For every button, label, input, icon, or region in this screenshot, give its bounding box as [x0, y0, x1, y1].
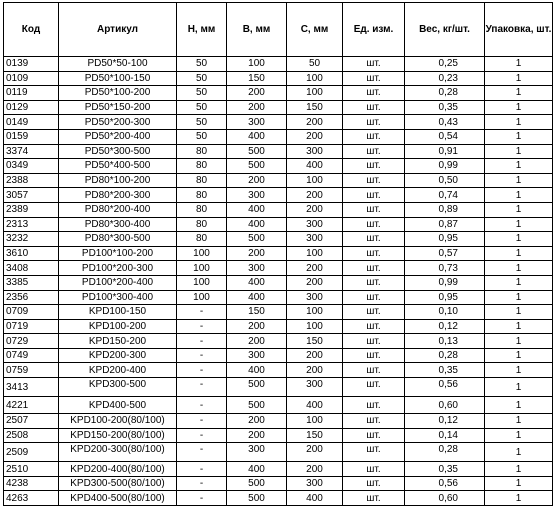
- cell-article: KPD200-400: [59, 363, 177, 378]
- cell-weight: 0,14: [405, 428, 485, 443]
- table-header-row: [4, 3, 553, 57]
- cell-h: 50: [177, 71, 227, 86]
- cell-weight: 0,28: [405, 443, 485, 462]
- table-row: [4, 378, 553, 397]
- table-row: [4, 290, 553, 305]
- cell-h: -: [177, 476, 227, 491]
- cell-unit: шт.: [343, 462, 405, 477]
- cell-c: 300: [287, 144, 343, 159]
- cell-weight: 0,57: [405, 246, 485, 261]
- header-unit: Ед. изм.: [343, 3, 405, 57]
- cell-code: 0129: [4, 100, 59, 115]
- cell-unit: шт.: [343, 334, 405, 349]
- cell-package: 1: [485, 476, 553, 491]
- header-weight: Вес, кг/шт.: [405, 3, 485, 57]
- cell-h: 100: [177, 246, 227, 261]
- cell-b: 500: [227, 491, 287, 506]
- cell-package: 1: [485, 428, 553, 443]
- cell-article: KPD150-200(80/100): [59, 428, 177, 443]
- cell-weight: 0,87: [405, 217, 485, 232]
- cell-code: 2389: [4, 202, 59, 217]
- cell-c: 200: [287, 363, 343, 378]
- cell-article: PD100*200-400: [59, 275, 177, 290]
- cell-article: PD100*300-400: [59, 290, 177, 305]
- cell-h: 80: [177, 159, 227, 174]
- cell-weight: 0,35: [405, 462, 485, 477]
- cell-weight: 0,95: [405, 232, 485, 247]
- cell-c: 150: [287, 428, 343, 443]
- table-row: [4, 71, 553, 86]
- cell-h: -: [177, 462, 227, 477]
- cell-c: 200: [287, 443, 343, 462]
- cell-b: 500: [227, 476, 287, 491]
- cell-code: 0159: [4, 129, 59, 144]
- table-row: [4, 159, 553, 174]
- cell-h: 50: [177, 129, 227, 144]
- product-table: [3, 2, 553, 506]
- cell-package: 1: [485, 71, 553, 86]
- cell-article: PD80*300-400: [59, 217, 177, 232]
- cell-unit: шт.: [343, 378, 405, 397]
- table-row: [4, 217, 553, 232]
- cell-h: 80: [177, 217, 227, 232]
- cell-article: KPD200-400(80/100): [59, 462, 177, 477]
- cell-weight: 0,13: [405, 334, 485, 349]
- cell-code: 4221: [4, 397, 59, 414]
- cell-unit: шт.: [343, 129, 405, 144]
- cell-unit: шт.: [343, 71, 405, 86]
- cell-code: 3413: [4, 378, 59, 397]
- cell-code: 2509: [4, 443, 59, 462]
- cell-b: 400: [227, 202, 287, 217]
- cell-article: KPD400-500(80/100): [59, 491, 177, 506]
- cell-c: 400: [287, 491, 343, 506]
- cell-weight: 0,74: [405, 188, 485, 203]
- cell-unit: шт.: [343, 261, 405, 276]
- cell-code: 3610: [4, 246, 59, 261]
- cell-code: 4263: [4, 491, 59, 506]
- cell-b: 100: [227, 57, 287, 72]
- cell-unit: шт.: [343, 319, 405, 334]
- cell-weight: 0,60: [405, 397, 485, 414]
- table-row: [4, 428, 553, 443]
- cell-h: 100: [177, 261, 227, 276]
- cell-unit: шт.: [343, 188, 405, 203]
- cell-c: 100: [287, 173, 343, 188]
- cell-code: 3385: [4, 275, 59, 290]
- table-row: [4, 476, 553, 491]
- cell-package: 1: [485, 100, 553, 115]
- cell-b: 200: [227, 428, 287, 443]
- table-row: [4, 363, 553, 378]
- table-row: [4, 173, 553, 188]
- cell-c: 200: [287, 462, 343, 477]
- cell-h: -: [177, 397, 227, 414]
- cell-article: PD100*200-300: [59, 261, 177, 276]
- cell-b: 200: [227, 414, 287, 429]
- cell-c: 400: [287, 397, 343, 414]
- cell-weight: 0,56: [405, 476, 485, 491]
- table-row: [4, 129, 553, 144]
- cell-unit: шт.: [343, 217, 405, 232]
- cell-article: PD50*100-200: [59, 86, 177, 101]
- cell-package: 1: [485, 202, 553, 217]
- cell-article: PD50*300-500: [59, 144, 177, 159]
- cell-weight: 0,25: [405, 57, 485, 72]
- cell-h: 80: [177, 144, 227, 159]
- cell-b: 150: [227, 71, 287, 86]
- cell-unit: шт.: [343, 476, 405, 491]
- table-row: [4, 348, 553, 363]
- cell-code: 2507: [4, 414, 59, 429]
- cell-b: 200: [227, 246, 287, 261]
- table-row: [4, 86, 553, 101]
- cell-package: 1: [485, 290, 553, 305]
- cell-unit: шт.: [343, 144, 405, 159]
- cell-article: PD50*200-400: [59, 129, 177, 144]
- header-article: Артикул: [59, 3, 177, 57]
- cell-unit: шт.: [343, 290, 405, 305]
- cell-weight: 0,28: [405, 348, 485, 363]
- header-package: Упаковка, шт.: [485, 3, 553, 57]
- cell-h: 80: [177, 173, 227, 188]
- cell-weight: 0,56: [405, 378, 485, 397]
- cell-code: 2508: [4, 428, 59, 443]
- cell-b: 500: [227, 232, 287, 247]
- table-row: [4, 57, 553, 72]
- cell-weight: 0,23: [405, 71, 485, 86]
- cell-weight: 0,54: [405, 129, 485, 144]
- cell-package: 1: [485, 275, 553, 290]
- cell-package: 1: [485, 188, 553, 203]
- cell-h: 50: [177, 100, 227, 115]
- cell-article: PD50*100-150: [59, 71, 177, 86]
- cell-b: 500: [227, 144, 287, 159]
- table-row: [4, 334, 553, 349]
- cell-c: 100: [287, 305, 343, 320]
- cell-article: KPD400-500: [59, 397, 177, 414]
- cell-article: PD50*50-100: [59, 57, 177, 72]
- cell-b: 400: [227, 290, 287, 305]
- cell-code: 0119: [4, 86, 59, 101]
- cell-package: 1: [485, 86, 553, 101]
- cell-c: 200: [287, 202, 343, 217]
- cell-code: 2313: [4, 217, 59, 232]
- cell-weight: 0,43: [405, 115, 485, 130]
- cell-c: 100: [287, 71, 343, 86]
- cell-b: 200: [227, 173, 287, 188]
- cell-unit: шт.: [343, 159, 405, 174]
- cell-code: 0709: [4, 305, 59, 320]
- cell-c: 100: [287, 246, 343, 261]
- cell-weight: 0,35: [405, 100, 485, 115]
- table-row: [4, 397, 553, 414]
- cell-c: 300: [287, 217, 343, 232]
- cell-package: 1: [485, 491, 553, 506]
- cell-h: -: [177, 443, 227, 462]
- cell-unit: шт.: [343, 348, 405, 363]
- cell-c: 100: [287, 414, 343, 429]
- cell-b: 300: [227, 348, 287, 363]
- cell-package: 1: [485, 159, 553, 174]
- cell-b: 300: [227, 443, 287, 462]
- table-row: [4, 305, 553, 320]
- header-code: Код: [4, 3, 59, 57]
- cell-code: 0759: [4, 363, 59, 378]
- cell-h: 50: [177, 115, 227, 130]
- cell-package: 1: [485, 348, 553, 363]
- table-row: [4, 462, 553, 477]
- cell-article: KPD100-200(80/100): [59, 414, 177, 429]
- table-row: [4, 188, 553, 203]
- cell-c: 300: [287, 378, 343, 397]
- cell-c: 200: [287, 129, 343, 144]
- cell-code: 0719: [4, 319, 59, 334]
- cell-c: 200: [287, 348, 343, 363]
- cell-h: -: [177, 348, 227, 363]
- cell-b: 400: [227, 129, 287, 144]
- cell-b: 200: [227, 334, 287, 349]
- cell-article: PD50*400-500: [59, 159, 177, 174]
- cell-h: -: [177, 414, 227, 429]
- table-row: [4, 275, 553, 290]
- cell-code: 0349: [4, 159, 59, 174]
- cell-unit: шт.: [343, 363, 405, 378]
- table-row: [4, 261, 553, 276]
- cell-package: 1: [485, 462, 553, 477]
- table-row: [4, 232, 553, 247]
- cell-article: PD80*200-400: [59, 202, 177, 217]
- cell-weight: 0,12: [405, 414, 485, 429]
- cell-article: KPD100-150: [59, 305, 177, 320]
- cell-article: PD80*100-200: [59, 173, 177, 188]
- cell-h: 80: [177, 202, 227, 217]
- header-c-mm: С, мм: [287, 3, 343, 57]
- cell-code: 3057: [4, 188, 59, 203]
- cell-code: 3408: [4, 261, 59, 276]
- cell-weight: 0,99: [405, 275, 485, 290]
- cell-package: 1: [485, 414, 553, 429]
- cell-unit: шт.: [343, 275, 405, 290]
- cell-unit: шт.: [343, 305, 405, 320]
- cell-c: 200: [287, 275, 343, 290]
- cell-package: 1: [485, 144, 553, 159]
- cell-unit: шт.: [343, 428, 405, 443]
- cell-unit: шт.: [343, 173, 405, 188]
- cell-c: 200: [287, 261, 343, 276]
- cell-h: 100: [177, 290, 227, 305]
- cell-code: 0729: [4, 334, 59, 349]
- cell-c: 400: [287, 159, 343, 174]
- cell-package: 1: [485, 246, 553, 261]
- cell-b: 400: [227, 275, 287, 290]
- cell-weight: 0,60: [405, 491, 485, 506]
- cell-package: 1: [485, 305, 553, 320]
- cell-package: 1: [485, 319, 553, 334]
- cell-package: 1: [485, 378, 553, 397]
- cell-c: 150: [287, 334, 343, 349]
- table-row: [4, 246, 553, 261]
- cell-package: 1: [485, 115, 553, 130]
- header-h-mm: Н, мм: [177, 3, 227, 57]
- cell-unit: шт.: [343, 491, 405, 506]
- table-body: [4, 57, 553, 506]
- cell-weight: 0,89: [405, 202, 485, 217]
- cell-package: 1: [485, 261, 553, 276]
- cell-code: 0109: [4, 71, 59, 86]
- cell-unit: шт.: [343, 443, 405, 462]
- cell-h: -: [177, 428, 227, 443]
- cell-article: KPD300-500: [59, 378, 177, 397]
- table-row: [4, 100, 553, 115]
- cell-package: 1: [485, 443, 553, 462]
- cell-package: 1: [485, 217, 553, 232]
- cell-b: 200: [227, 319, 287, 334]
- cell-unit: шт.: [343, 100, 405, 115]
- cell-article: KPD200-300(80/100): [59, 443, 177, 462]
- cell-c: 300: [287, 290, 343, 305]
- cell-unit: шт.: [343, 414, 405, 429]
- cell-package: 1: [485, 334, 553, 349]
- cell-code: 2510: [4, 462, 59, 477]
- cell-h: -: [177, 319, 227, 334]
- cell-b: 300: [227, 188, 287, 203]
- cell-code: 2356: [4, 290, 59, 305]
- table-row: [4, 443, 553, 462]
- cell-unit: шт.: [343, 397, 405, 414]
- cell-c: 200: [287, 115, 343, 130]
- cell-article: PD100*100-200: [59, 246, 177, 261]
- cell-c: 150: [287, 100, 343, 115]
- table-row: [4, 491, 553, 506]
- cell-b: 500: [227, 378, 287, 397]
- cell-article: PD50*150-200: [59, 100, 177, 115]
- cell-h: -: [177, 363, 227, 378]
- cell-code: 2388: [4, 173, 59, 188]
- cell-article: KPD200-300: [59, 348, 177, 363]
- cell-h: 50: [177, 57, 227, 72]
- cell-article: PD80*200-300: [59, 188, 177, 203]
- cell-unit: шт.: [343, 246, 405, 261]
- cell-weight: 0,73: [405, 261, 485, 276]
- cell-weight: 0,50: [405, 173, 485, 188]
- cell-article: PD50*200-300: [59, 115, 177, 130]
- cell-code: 0749: [4, 348, 59, 363]
- cell-weight: 0,35: [405, 363, 485, 378]
- cell-code: 0139: [4, 57, 59, 72]
- cell-h: -: [177, 305, 227, 320]
- cell-weight: 0,91: [405, 144, 485, 159]
- cell-code: 3232: [4, 232, 59, 247]
- cell-h: -: [177, 334, 227, 349]
- cell-b: 500: [227, 397, 287, 414]
- cell-b: 150: [227, 305, 287, 320]
- cell-code: 3374: [4, 144, 59, 159]
- cell-package: 1: [485, 397, 553, 414]
- cell-unit: шт.: [343, 115, 405, 130]
- cell-b: 400: [227, 217, 287, 232]
- table-row: [4, 115, 553, 130]
- cell-weight: 0,10: [405, 305, 485, 320]
- table-row: [4, 319, 553, 334]
- cell-c: 100: [287, 86, 343, 101]
- cell-h: 80: [177, 232, 227, 247]
- cell-b: 200: [227, 86, 287, 101]
- cell-b: 500: [227, 159, 287, 174]
- cell-weight: 0,12: [405, 319, 485, 334]
- cell-c: 100: [287, 319, 343, 334]
- cell-b: 300: [227, 261, 287, 276]
- cell-unit: шт.: [343, 232, 405, 247]
- cell-article: PD80*300-500: [59, 232, 177, 247]
- cell-package: 1: [485, 363, 553, 378]
- cell-h: 100: [177, 275, 227, 290]
- cell-h: -: [177, 491, 227, 506]
- cell-unit: шт.: [343, 202, 405, 217]
- cell-unit: шт.: [343, 57, 405, 72]
- cell-package: 1: [485, 129, 553, 144]
- table-row: [4, 202, 553, 217]
- cell-weight: 0,95: [405, 290, 485, 305]
- cell-article: KPD300-500(80/100): [59, 476, 177, 491]
- cell-h: 50: [177, 86, 227, 101]
- cell-package: 1: [485, 232, 553, 247]
- cell-b: 200: [227, 100, 287, 115]
- cell-c: 200: [287, 188, 343, 203]
- cell-c: 300: [287, 476, 343, 491]
- cell-h: -: [177, 378, 227, 397]
- cell-weight: 0,28: [405, 86, 485, 101]
- table-row: [4, 414, 553, 429]
- cell-code: 0149: [4, 115, 59, 130]
- header-b-mm: В, мм: [227, 3, 287, 57]
- cell-c: 50: [287, 57, 343, 72]
- cell-b: 400: [227, 462, 287, 477]
- cell-article: KPD100-200: [59, 319, 177, 334]
- cell-c: 300: [287, 232, 343, 247]
- table-row: [4, 144, 553, 159]
- cell-h: 80: [177, 188, 227, 203]
- cell-article: KPD150-200: [59, 334, 177, 349]
- cell-weight: 0,99: [405, 159, 485, 174]
- cell-b: 400: [227, 363, 287, 378]
- cell-unit: шт.: [343, 86, 405, 101]
- cell-b: 300: [227, 115, 287, 130]
- cell-package: 1: [485, 173, 553, 188]
- cell-code: 4238: [4, 476, 59, 491]
- cell-package: 1: [485, 57, 553, 72]
